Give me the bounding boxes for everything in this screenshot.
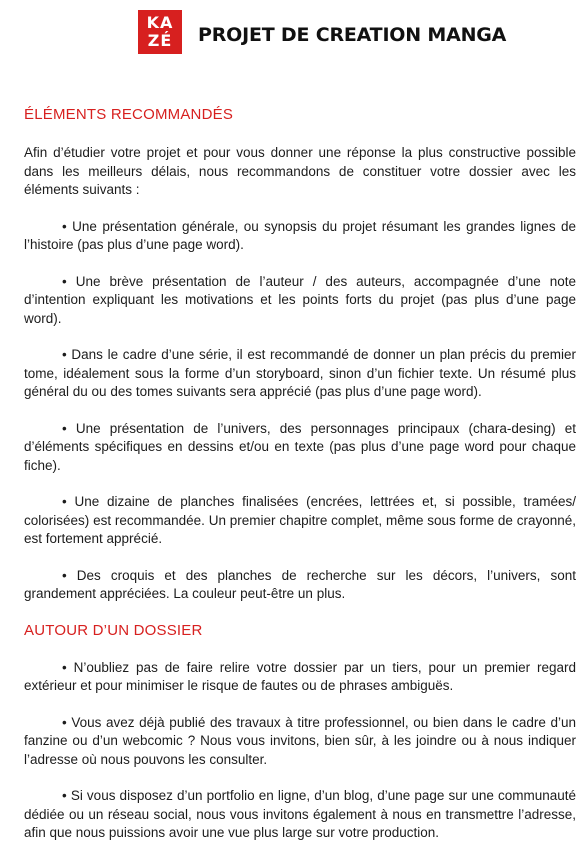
section-recommended-elements [24,106,576,604]
list-item: • Dans le cadre d’une série, il est recommandé de donner un plan précis du premier tome, idéalement sous la forme d’un storyboard, sinon d’un fichier texte. Un résumé plus général du ou des tomes suivants sera apprécié (pas plus d’une page word). [24,347,576,399]
logo-line-2: ZÉ [147,31,173,50]
list-item: • Une dizaine de planches finalisées (encrées, lettrées et, si possible, tramées/ colorisées) est recommandée. Un premier chapitre complet, même sous forme de crayonné, est fortement apprécié. [24,494,576,546]
section-heading: AUTOUR D’UN DOSSIER [24,621,203,639]
list-item: • Vous avez déjà publié des travaux à titre professionnel, ou bien dans le cadre d’un fanzine ou d’un webcomic ? Nous vous invitons, bien sûr, à les joindre ou à nous indiquer l’adresse où nous pouvons les consulter. [24,714,576,767]
document-body [24,106,576,861]
kaze-logo [138,10,182,54]
page-title: PROJET DE CREATION MANGA [198,24,507,46]
intro-paragraph: Afin d’étudier votre projet et pour vous donner une réponse la plus constructive possible dans les meilleurs délais, nous recommandons de constituer votre dossier avec les éléments suivants : [24,145,576,197]
list-item: • Une brève présentation de l’auteur / des auteurs, accompagnée d’une note d’intention expliquant les motivations et les points forts du projet (pas plus d’une page word). [24,273,576,326]
list-item: • Une présentation générale, ou synopsis du projet résumant les grandes lignes de l’histoire (pas plus d’une page word). [24,218,576,252]
list-item: • N’oubliez pas de faire relire votre dossier par un tiers, pour un premier regard extérieur et pour minimiser le risque de fautes ou de phrases ambiguës. [24,659,576,693]
list-item: • Une présentation de l’univers, des personnages principaux (chara-desing) et d’éléments spécifiques en dessins et/ou en texte (pas plus d’une page word pour chaque fiche). [24,420,576,473]
section-about-dossier [24,622,576,843]
logo-line-1: KA [146,13,174,32]
list-item: • Des croquis et des planches de recherche sur les décors, l’univers, sont grandement appréciées. La couleur peut-être un plus. [24,567,576,601]
section-heading: ÉLÉMENTS RECOMMANDÉS [24,106,234,123]
list-item: • Si vous disposez d’un portfolio en ligne, d’un blog, d’une page sur une communauté dédiée ou un réseau social, nous vous invitons également à nous en transmettre l’adresse, afin que nous puissions avoir une vue plus large sur votre production. [24,788,576,840]
